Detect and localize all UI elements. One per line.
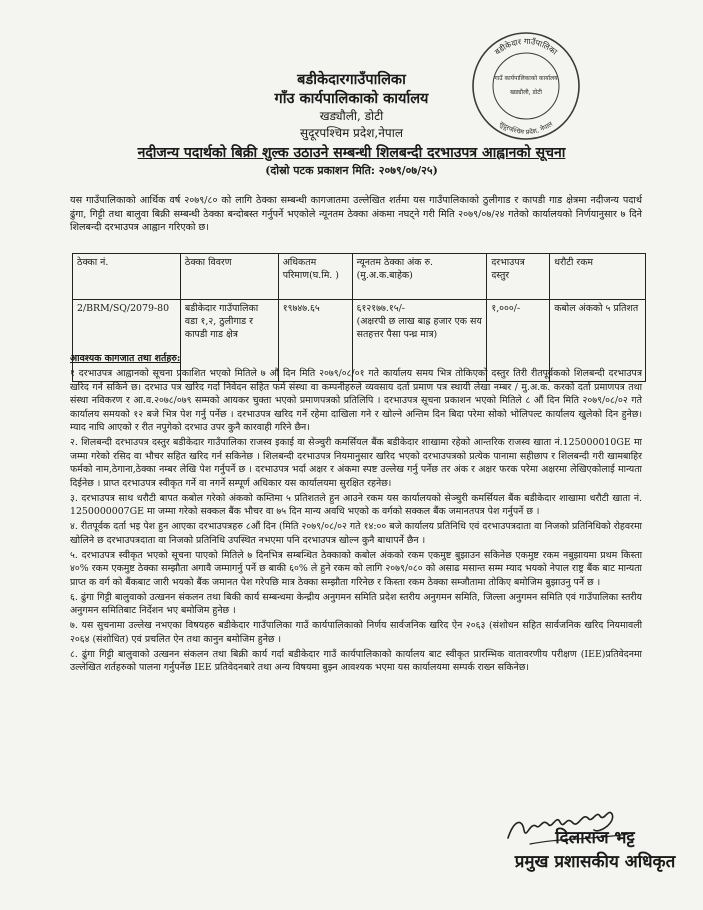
term-item: ४. रीतपूर्वक दर्ता भइ पेश हुन आएका दरभाउपत्रहरु ८औं दिन (मिति २०७९/०८/०२ गते १४:०० बजे कार्यालय प्रतिनिधि एवं दरभाउपत्रदाता वा निजको प्रतिनिधिको रोहवरमा खोलिने छ दरभाउपत्रदाता वा निजको प्रतिनिधि उपस्थित नभएमा पनि दरभाउपत्र खोल्न कुनै बाधापर्ने छैन । <box>70 521 642 546</box>
publication-date: (दोस्रो पटक प्रकाशन मिति: २०७९/०७/२५) <box>265 164 438 177</box>
seal-ring-bottom: सुदूरपश्चिम प्रदेश, नेपाल <box>497 119 555 137</box>
office-location: खड्यौली, डोटी <box>319 109 384 123</box>
signatory-designation: प्रमुख प्रशासकीय अधिकृत <box>514 852 676 872</box>
intro-paragraph: यस गाउँपालिकाको आर्थिक वर्ष २०७९/८० को लागि ठेक्का सम्बन्धी कागजातमा उल्लेखित शर्तमा यस गाउँपालिकाको ठुलीगाड र कापडी गाड क्षेत्रमा नदीजन्य पदार्थ ढुंगा, गिट्टी तथा बालुवा बिक्री सम्बन्धी ठेक्का बन्दोबस्त गर्नुपर्ने भएकोले न्यूनतम ठेक्का अंकमा नघट्ने गरी मिति २०७९/०७/२४ गतेको कार्यालयको निर्णयानुसार ७ दिने शिलबन्दी दरभाउपत्र आह्वान गरिएको छ। <box>70 195 642 233</box>
table-header-row <box>73 254 646 300</box>
signatory-name: दिलाराज भट्ट <box>555 828 635 848</box>
cell-deposit: कबोल अंकको ५ प्रतिशत <box>550 300 646 382</box>
cell-contract-no: 2/BRM/SQ/2079-80 <box>73 300 181 382</box>
cell-max-quantity: १९७४७.६५ <box>278 300 352 382</box>
amount-figure: ६१२१७७.१५/- <box>356 303 405 314</box>
cell-fee: १,०००/- <box>487 300 550 382</box>
term-item: ३. दरभाउपत्र साथ धरौटी बापत कबोल गरेको अंकको कम्तिमा ५ प्रतिशतले हुन आउने रकम यस कार्यालयको सेञ्चुरी कमर्सियल बैंक बडीकेदार शाखामा धरौटी खाता नं. 1250000007GE मा जम्मा गरेको सक्कल बैंक भौचर वा ७५ दिन मान्य अवधि भएको क वर्गको सक्कल बैंक जमानतपत्र पेश गर्नुपर्ने छ । <box>70 492 642 517</box>
cell-description: बडीकेदार गाउँपालिका वडा १,२, ठुलीगाड र कापडी गाड क्षेत्र <box>180 300 278 382</box>
terms-section <box>70 352 642 676</box>
seal-center-line2: खड्यौली, डोटी <box>510 89 542 96</box>
office-name: गाँउ कार्यपालिकाको कार्यालय <box>274 90 429 107</box>
signatory-block <box>500 826 690 874</box>
term-item: ८. ढुंगा गिट्टी बालुवाको उत्खनन संकलन तथा बिक्री कार्य गर्दा बडीकेदार गाउँ कार्यपालिकाको कार्यालय बाट स्वीकृत प्रारम्भिक वातावरणीय परीक्षण (IEE)प्रतिवेदनमा उल्लेखित शर्तहरुको पालना गर्नुपर्नेछ IEE प्रतिवेदनबारे तथा अन्य विषयमा बुझ्न आवश्यक भएमा यस कार्यालयमा सम्पर्क राख्न सकिनेछ। <box>70 648 642 673</box>
document-header <box>0 70 703 179</box>
col-header-description: ठेक्का विवरण <box>180 254 278 300</box>
seal-ring-top: बडीकेदार गाउँपालिका <box>493 36 559 57</box>
col-header-min-amount: न्यूनतम ठेक्का अंक रु. (मु.अ.क.बाहेक) <box>352 254 487 300</box>
terms-heading: आवश्यक कागजात तथा शर्तहरु: <box>70 353 181 364</box>
col-header-contract-no: ठेक्का नं. <box>73 254 181 300</box>
term-item: ६. ढुंगा गिट्टी बालुवाको उत्खनन संकलन तथा बिकी कार्य सम्बन्धमा केन्द्रीय अनुगमन समिति प्रदेश स्तरीय अनुगमन समिति, जिल्ला अनुगमन समिति एवं गाउँपालिका स्तरीय अनुगमन समितिबाट निर्देशन भए बमोजिम हुनेछ । <box>70 591 642 616</box>
col-header-max-quantity: अधिकतम परिमाण(घ.मि. ) <box>278 254 352 300</box>
notice-title: नदीजन्य पदार्थको बिक्री शुल्क उठाउने सम्बन्धी शिलबन्दी दरभाउपत्र आह्वानको सूचना <box>137 145 566 161</box>
province-name: सुदूरपश्चिम प्रदेश,नेपाल <box>300 126 403 140</box>
col-header-deposit: धरौटी रकम <box>550 254 646 300</box>
col-header-fee: दरभाउपत्र दस्तुर <box>487 254 550 300</box>
seal-center-line1: गाउँ कार्यपालिकाको कार्यालय <box>494 75 558 82</box>
municipality-name: बडीकेदारगाउँपालिका <box>297 71 406 88</box>
term-item: १ दरभाउपत्र आह्वानको सूचना प्रकाशित भएको मितिले ७ औं दिन मिति २०७९/०८/०१ गते कार्यालय समय भित्र तोकिएको दस्तुर तिरी रीतपूर्वकको शिलबन्दी दरभाउपत्र खरिद गर्न सकिने छ। दरभाउ पत्र खरिद गर्दा निवेदन सहित फर्म संस्था वा कम्पनीहरुले व्यवसाय दर्ता प्रमाण पत्र स्थायी लेखा नम्बर / मु.अ.क. करको दर्ता प्रमाणपत्र तथा संस्था नविकरण र आ.व.२०७८/०७९ सम्मको आयकर चुक्ता भएको प्रमाणपत्रको प्रतिलिपि । दरभाउपत्र सूचना प्रकाशन भएको मितिले ८ औं दिन मिति २०७९/०८/०२ गते कार्यालय समयको १२ बजे भित्र पेश गर्नु पर्नेछ । दरभाउपत्र खरिद गर्ने रहेमा दाखिला गने र खोल्ने अन्तिम दिन बिदा परेमा सोको भोलिपल्ट कार्यालय खुलेको दिन हुनेछ। म्याद नाघि आएको र रीत नपुगेको दरभाउ उपर कुनै कारवाही गरिने छैन। <box>70 368 642 433</box>
term-item: ७. यस सुचनामा उल्लेख नभएका विषयहरु बडीकेदार गाउँपालिका गाउँ कार्यपालिकाको निर्णय सार्वजनिक खरिद ऐन २०६३ (संशोधन सहित सार्वजनिक खरिद नियमावली २०६४ (संशोधित) एवं प्रचलित ऐन तथा कानुन बमोजिम हुनेछ । <box>70 620 642 645</box>
term-item: २. शिलबन्दी दरभाउपत्र दस्तुर बडीकेदार गाउँपालिका राजस्व इकाई वा सेञ्चुरी कमर्सियल बैंक बडीकेदार शाखामा रहेको आन्तरिक राजस्व खाता नं.125000010GE मा जम्मा गरेको रसिद वा भौचर सहित खरिद गर्न सकिनेछ । शिलबन्दी दरभाउपत्र नियमानुसार खरिद भएको दरभाउपत्रको प्रत्येक पानामा सहीछाप र शिलबन्दी गरी खामबाहिर फर्मको नाम,ठेगाना,ठेक्का नम्बर लेखि पेश गर्नुपर्ने छ । दरभाउपत्र भर्दा अक्षर र अंकमा स्पष्ट उल्लेख गर्नु पर्नेछ तर अंक र अक्षर फरक परेमा अक्षरमा लेखिएकोलाई मान्यता दिईनेछ । प्राप्त दरभाउपत्र स्वीकृत गर्ने वा नगर्ने सम्पूर्ण अधिकार यस कार्यालयमा सुरक्षित रहनेछ। <box>70 437 642 489</box>
amount-words: (अक्षरपी छ लाख बाह्र हजार एक सय सतहत्तर पैसा पन्ध्र मात्र) <box>356 316 482 340</box>
term-item: ५. दरभाउपत्र स्वीकृत भएको सूचना पाएको मितिले ७ दिनभित्र सम्बन्धित ठेक्काको कबोल अंकको रकम एकमुष्ट बुझाउन सकिनेछ एकमुष्ट रकम नबुझायमा प्रथम किस्ता ४०% रकम एकमुष्ट ठेक्का सम्झौता अगावै जम्मागर्नु पर्ने छ बाकी ६०% ले हुने रकम को लागि २०७९/०८० को असाढ मसान्त सम्म म्याद भयको नेपाल राष्ट्र बैंक बाट मान्यता प्राप्त क वर्ग को बैंकबाट जारी भयको बैंक जमानत पेश गरेपछि मात्र ठेक्का सम्झौता गरिनेछ र किस्ता रकम ठेक्का सम्जौतामा तोकिए बमोजिम बुझाउनु पर्ने छ । <box>70 549 642 588</box>
